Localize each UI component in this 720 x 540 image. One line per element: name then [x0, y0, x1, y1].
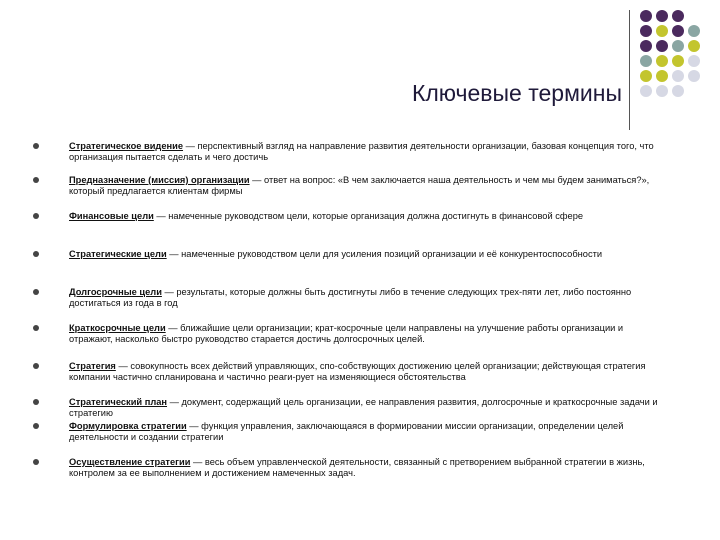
- term-definition: — перспективный взгляд на направление развития деятельности организации, базовая концепция того, что организация пытается сделать и чего достичь: [69, 141, 654, 162]
- term-name: Осуществление стратегии: [69, 457, 191, 467]
- term-item: [69, 361, 669, 383]
- term-item: [69, 175, 669, 197]
- bullet-icon: [33, 325, 39, 331]
- term-definition: — совокупность всех действий управляющих, спо-собствующих достижению целей организации; действующая стратегия компании частично спланирована и частично реаги-рует на изменяющиеся обстоятельства: [69, 361, 646, 382]
- bullet-icon: [33, 459, 39, 465]
- term-definition: — намеченные руководством цели, которые организация должна достигнуть в финансовой сфере: [153, 211, 584, 221]
- term-definition: — весь объем управленческой деятельности, связанный с претворением выбранной стратегии в жизнь, контролем за ее выполнением и достижением намеченных задач.: [69, 457, 645, 478]
- term-item: [69, 323, 669, 345]
- term-name: Формулировка стратегии: [69, 421, 187, 431]
- term-definition: — ответ на вопрос: «В чем заключается наша деятельность и чем мы будем заниматься?», который предлагается клиентам фирмы: [69, 175, 650, 196]
- term-item: [69, 457, 669, 479]
- term-name: Стратегия: [69, 361, 116, 371]
- term-name: Предназначение (миссия) организации: [69, 175, 250, 185]
- bullet-icon: [33, 363, 39, 369]
- bullet-icon: [33, 143, 39, 149]
- bullet-icon: [33, 213, 39, 219]
- term-item: [69, 421, 669, 443]
- term-name: Стратегические цели: [69, 249, 167, 259]
- term-item: [69, 397, 669, 419]
- term-name: Стратегическое видение: [69, 141, 184, 151]
- bullet-icon: [33, 289, 39, 295]
- term-item: [69, 141, 669, 163]
- term-definition: — документ, содержащий цель организации, ее направления развития, долгосрочные и краткосрочные задачи и стратегию: [69, 397, 658, 418]
- term-definition: — функция управления, заключающаяся в формировании миссии организации, определении целей деятельности и создании стратегии: [69, 421, 624, 442]
- term-name: Краткосрочные цели: [69, 323, 166, 333]
- term-definition: — результаты, которые должны быть достигнуты либо в течение следующих трех-пяти лет, либо постоянно достигаться из года в год: [69, 287, 632, 308]
- term-item: [69, 287, 669, 309]
- term-name: Стратегический план: [69, 397, 168, 407]
- term-item: [69, 249, 669, 260]
- bullet-icon: [33, 177, 39, 183]
- bullet-icon: [33, 399, 39, 405]
- bullet-icon: [33, 423, 39, 429]
- term-item: [69, 211, 669, 222]
- term-name: Финансовые цели: [69, 211, 154, 221]
- term-definition: — намеченные руководством цели для усиления позиций организации и её конкурентоспособности: [166, 249, 603, 259]
- term-name: Долгосрочные цели: [69, 287, 162, 297]
- page-title: Ключевые термины: [411, 80, 622, 106]
- bullet-icon: [33, 251, 39, 257]
- term-definition: — ближайшие цели организации; крат-косрочные цели направлены на улучшение работы организации и отражают, насколько быстро руководство старается достичь долгосрочных целей.: [69, 323, 624, 344]
